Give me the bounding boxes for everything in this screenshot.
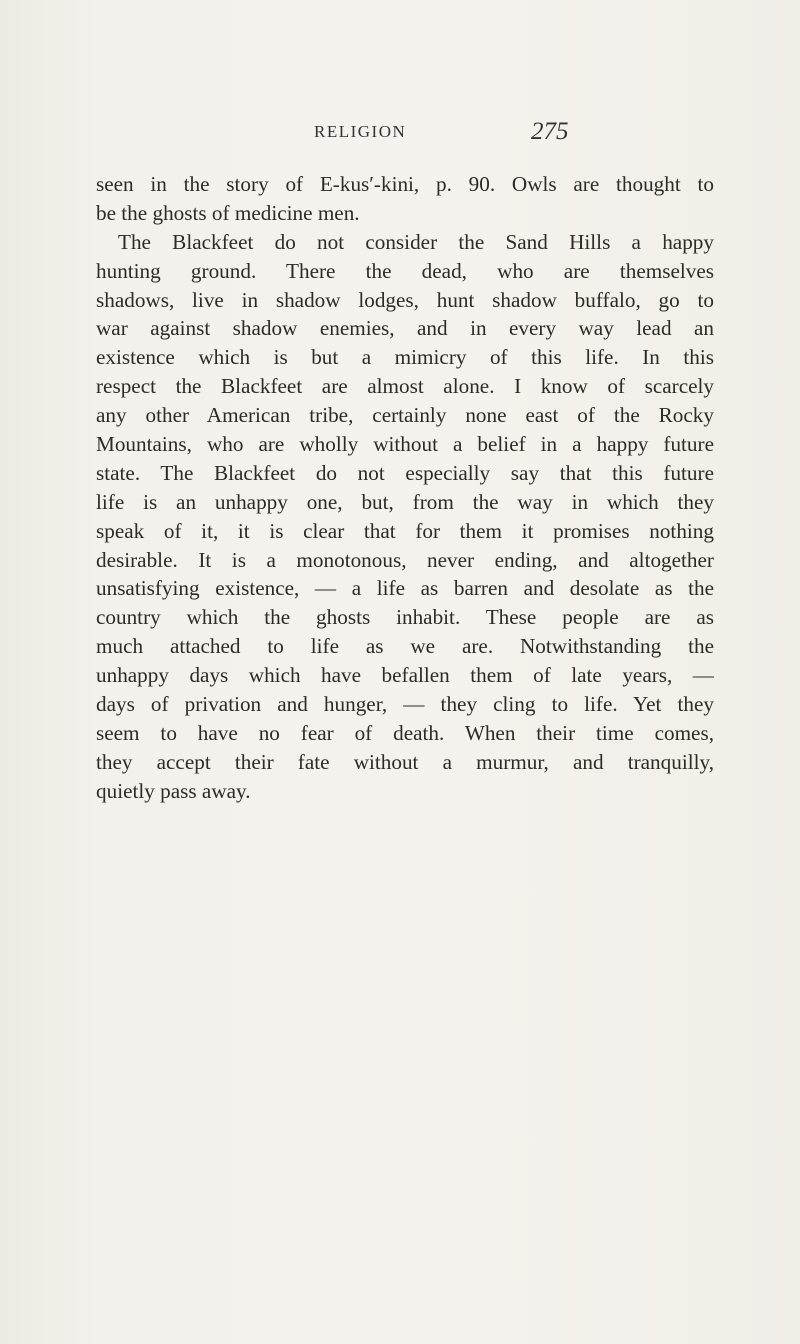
text-line: much attached to life as we are. Notwithstanding the [96, 634, 714, 659]
body-text [96, 170, 714, 806]
text-line: be the ghosts of medicine men. [96, 200, 360, 225]
text-line: shadows, live in shadow lodges, hunt shadow buffalo, go to [96, 287, 714, 312]
running-head [0, 118, 800, 158]
text-line: war against shadow enemies, and in every way lead an [96, 316, 714, 341]
text-line: country which the ghosts inhabit. These people are as [96, 605, 714, 630]
text-line: The Blackfeet do not consider the Sand Hills a happy [118, 229, 714, 254]
text-line: seen in the story of E-kus′-kini, p. 90. Owls are thought to [96, 172, 714, 196]
text-line: unsatisfying existence, — a life as barren and desolate as the [96, 576, 714, 601]
text-line: they accept their fate without a murmur, and tranquilly, [96, 749, 714, 774]
text-line: speak of it, it is clear that for them it promises nothing [96, 518, 714, 543]
text-line: respect the Blackfeet are almost alone. I know of scarcely [96, 374, 714, 399]
text-line: seem to have no fear of death. When their time comes, [96, 720, 714, 745]
text-line: quietly pass away. [96, 778, 251, 803]
text-line: desirable. It is a monotonous, never ending, and altogether [96, 547, 714, 572]
text-line: hunting ground. There the dead, who are themselves [96, 258, 714, 283]
chapter-title: RELIGION [314, 122, 407, 141]
text-line: existence which is but a mimicry of this life. In this [96, 345, 714, 370]
page-number: 275 [531, 118, 569, 145]
text-line: Mountains, who are wholly without a belief in a happy future [96, 432, 714, 457]
text-line: any other American tribe, certainly none east of the Rocky [96, 403, 714, 428]
text-line: state. The Blackfeet do not especially say that this future [96, 460, 714, 485]
text-line: life is an unhappy one, but, from the way in which they [96, 489, 714, 514]
text-line: unhappy days which have befallen them of late years, — [96, 663, 714, 688]
text-line: days of privation and hunger, — they cling to life. Yet they [96, 692, 714, 717]
